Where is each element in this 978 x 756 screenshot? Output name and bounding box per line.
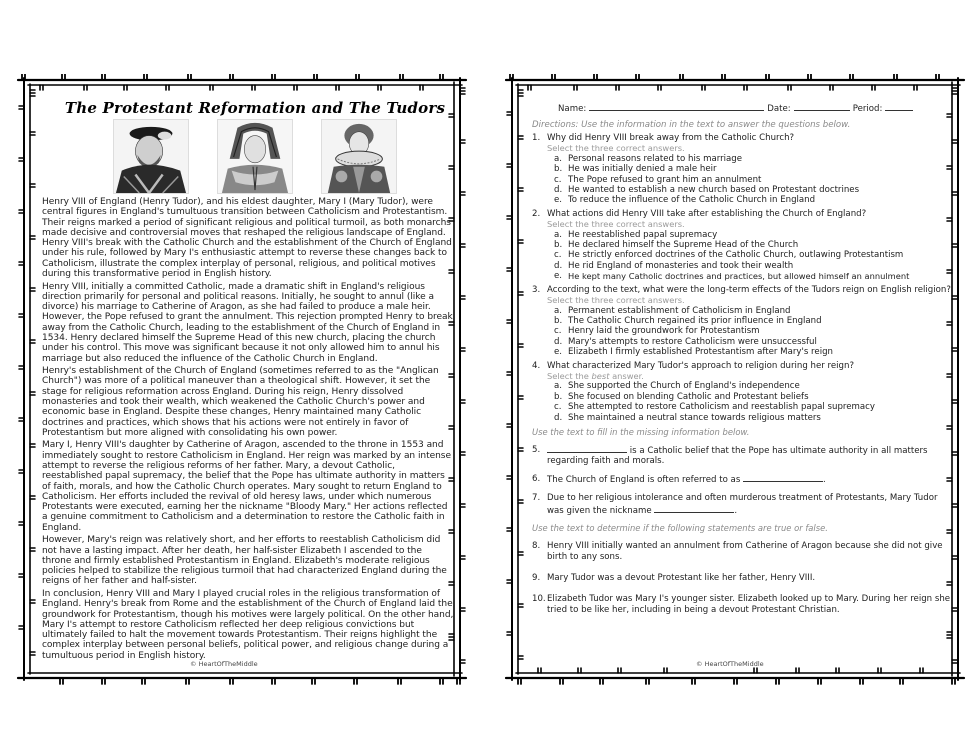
answer-option[interactable] <box>554 250 952 260</box>
question-number: 1. <box>532 133 541 143</box>
question-text: is a Catholic belief that the Pope has ultimate authority in all matters regarding faith and morals. <box>547 445 928 467</box>
question-number: 2. <box>532 208 541 219</box>
option-text: Personal reasons related to his marriage <box>568 153 743 164</box>
directions-text: Directions: Use the information in the text to answer the questions below. <box>532 120 851 130</box>
passage-paragraph: In conclusion, Henry VIII and Mary I played crucial roles in the religious transformation of England. Henry's break from Rome and the establishment of the Church of England laid the groundwork for Protestantism, though his motives were largely political. On the other hand, Mary I's attempt to restore Catholicism reflected her deep religious convictions but ultimately failed to halt the movement towards Protestantism. Their reigns highlight the complex interplay between personal beliefs, political power, and religious change during a tumultuous period in English history. <box>42 588 454 661</box>
passage-paragraph: However, Mary's reign was relatively short, and her efforts to reestablish Catholicism did not have a lasting impact. After her death, her half-sister Elizabeth I ascended to the throne and firmly established Protestantism in England. Elizabeth's moderate religious policies helped to stabilize the religious turmoil that had characterized England during the reigns of her father and half-sister. <box>42 535 447 587</box>
option-text: Permanent establishment of Catholicism in England <box>568 305 791 316</box>
passage-paragraph: Henry VIII, initially a committed Catholic, made a dramatic shift in England's religious direction primarily for personal and political reasons. Initially, he sought to annul (like a divorce) his marriage to Catherine of Aragon, as she had failed to produce a male heir. However, the Pope refused to grant the annulment. This rejection prompted Henry to break away from the Catholic Church, leading to the establishment of the Church of England in 1534. Henry declared himself the Supreme Head of this new church, placing the church under his control. This move was significant because it not only allowed him to annul his marriage but also reduced the influence of the Catholic Church in England. <box>42 281 453 364</box>
option-letter: d. <box>554 412 563 423</box>
question-6 <box>532 474 952 485</box>
answer-options <box>554 306 952 358</box>
question-4 <box>532 361 952 423</box>
option-text: The Pope refused to grant him an annulment <box>568 174 762 185</box>
question-text: Mary Tudor was a devout Protestant like her father, Henry VIII. <box>547 573 816 583</box>
hint-suffix: answer. <box>609 370 644 381</box>
portrait-image-icon <box>114 120 188 193</box>
option-letter: c. <box>554 402 562 413</box>
answer-option[interactable] <box>554 413 952 423</box>
answer-options <box>554 230 952 282</box>
answer-option[interactable] <box>554 154 952 164</box>
option-letter: e. <box>554 347 563 358</box>
question-text: Henry VIII initially wanted an annulment from Catherine of Aragon because she did not give birth to any sons. <box>547 541 943 562</box>
option-letter: c. <box>554 250 562 261</box>
answer-option[interactable] <box>554 337 952 347</box>
question-text: The Church of England is often referred to as <box>547 474 744 485</box>
passage-content <box>42 98 454 663</box>
answer-option[interactable] <box>554 326 952 336</box>
answer-option[interactable] <box>554 381 952 391</box>
option-text: He rid England of monasteries and took their wealth <box>568 260 794 271</box>
answer-option[interactable] <box>554 240 952 250</box>
question-hint: Select the three correct answers. <box>547 143 685 154</box>
question-number: 4. <box>532 360 541 371</box>
option-text: Mary's attempts to restore Catholicism were unsuccessful <box>568 336 817 347</box>
catherine-portrait <box>217 119 293 194</box>
question-hint <box>547 371 952 381</box>
option-letter: e. <box>554 271 563 282</box>
question-3 <box>532 285 952 358</box>
option-letter: b. <box>554 315 563 326</box>
question-text: Why did Henry VIII break away from the Catholic Church? <box>547 133 795 143</box>
question-number: 5. <box>532 444 541 455</box>
portrait-image-icon <box>218 120 292 193</box>
option-text: She supported the Church of England's independence <box>568 381 800 392</box>
passage-paragraph: Henry's establishment of the Church of England (sometimes referred to as the "Anglican Church") was more of a political maneuver than a theological shift. However, it set the stage for religious reformation across England. During his reign, Henry dissolved monasteries and took their wealth, which weakened the Catholic Church's power and economic base in England. Despite these changes, Henry maintained many Catholic doctrines and practices, which shows that his actions were not entirely in favor of Protestantism but more aligned with consolidating his own power. <box>42 366 439 438</box>
question-number: 9. <box>532 573 541 583</box>
hint-emphasis: best <box>591 370 610 381</box>
answer-options <box>554 381 952 423</box>
question-hint: Select the three correct answers. <box>547 295 685 306</box>
option-text: He was initially denied a male heir <box>568 164 717 175</box>
option-text: Henry laid the groundwork for Protestantism <box>568 326 760 337</box>
option-letter: b. <box>554 391 563 402</box>
question-8 <box>532 541 952 562</box>
question-10 <box>532 594 952 615</box>
true-false-directions: Use the text to determine if the following statements are true or false. <box>532 523 828 534</box>
question-number: 10. <box>532 594 546 605</box>
answer-option[interactable] <box>554 261 952 271</box>
option-letter: a. <box>554 153 562 164</box>
option-text: He kept many Catholic doctrines and practices, but allowed himself an annulment <box>568 271 910 282</box>
question-number: 7. <box>532 493 541 504</box>
fill-in-directions: Use the text to fill in the missing information below. <box>532 426 750 437</box>
option-text: The Catholic Church regained its prior influence in England <box>568 315 822 326</box>
answer-option[interactable] <box>554 306 952 316</box>
answer-option[interactable] <box>554 195 952 205</box>
answer-option[interactable] <box>554 392 952 402</box>
portrait-image-icon <box>322 120 396 193</box>
question-5 <box>532 445 952 467</box>
answer-blank[interactable] <box>654 505 734 513</box>
answer-blank[interactable] <box>547 445 627 453</box>
option-letter: a. <box>554 381 562 392</box>
passage-paragraph: Henry VIII of England (Henry Tudor), and his eldest daughter, Mary I (Mary Tudor), were central figures in England's tumultuous transition between Catholicism and Protestantism. Their reigns marked a period of significant religious and political turmoil, as both monarchs made decisive and controversial moves that reshaped the religious landscape of England. Henry VIII's break with the Catholic Church and the establishment of the Church of England under his rule, followed by Mary I's enthusiastic attempt to reverse these changes back to Catholicism, illustrate the complex interplay of personal, religious, and political motives during this transformative period in English history. <box>42 197 452 280</box>
name-field[interactable] <box>589 102 764 111</box>
passage-body <box>42 197 454 661</box>
passage-paragraph: Mary I, Henry VIII's daughter by Catherine of Aragon, ascended to the throne in 1553 and immediately sought to restore Catholicism in England. Her reign was marked by an intense attempt to reverse the religious reforms of her father. Mary, a devout Catholic, reestablished papal supremacy, the belief that the Pope has ultimate authority in matters of faith, morals, and how the Catholic Church operates. Mary sought to return England to Catholicism. Her efforts included the revival of old heresy laws, under which numerous Protestants were executed, earning her the nickname "Bloody Mary." Her actions reflected a genuine commitment to Catholicism and a determination to restore the Catholic faith in England. <box>42 440 451 533</box>
option-text: He strictly enforced doctrines of the Catholic Church, outlawing Protestantism <box>568 250 904 261</box>
question-number: 3. <box>532 284 541 295</box>
answer-option[interactable] <box>554 347 952 357</box>
answer-blank[interactable] <box>743 474 823 482</box>
option-text: To reduce the influence of the Catholic Church in England <box>568 195 816 206</box>
answer-option[interactable] <box>554 230 952 240</box>
worksheet-page <box>504 74 966 688</box>
question-text: What actions did Henry VIII take after establishing the Church of England? <box>547 208 867 219</box>
period-field[interactable] <box>885 102 913 111</box>
question-hint: Select the three correct answers. <box>547 219 685 230</box>
option-letter: c. <box>554 174 562 185</box>
answer-option[interactable] <box>554 402 952 412</box>
answer-option[interactable] <box>554 164 952 174</box>
reading-passage-page <box>16 74 468 688</box>
question-number: 8. <box>532 541 541 552</box>
question-text: Due to her religious intolerance and often murderous treatment of Protestants, Mary Tudor was given the nickname <box>547 493 938 517</box>
answer-options <box>554 154 952 206</box>
question-number: 6. <box>532 473 541 484</box>
question-text: What characterized Mary Tudor's approach to religion during her reign? <box>547 360 855 371</box>
elizabeth-portrait <box>321 119 397 194</box>
option-text: He declared himself the Supreme Head of the Church <box>568 240 799 251</box>
question-7 <box>532 492 952 518</box>
option-letter: d. <box>554 185 563 196</box>
worksheet-content <box>532 102 952 615</box>
portrait-row <box>56 119 454 194</box>
page-title: The Protestant Reformation and The Tudors <box>64 99 446 117</box>
option-letter: b. <box>554 164 563 175</box>
option-letter: e. <box>554 195 563 206</box>
copyright-notice: © HeartOfTheMiddle <box>190 660 258 668</box>
hint-prefix: Select the <box>547 370 592 381</box>
answer-option[interactable] <box>554 175 952 185</box>
option-letter: d. <box>554 260 563 271</box>
date-field[interactable] <box>794 102 850 111</box>
question-9 <box>532 573 952 583</box>
period-label: Period: <box>852 104 883 114</box>
question-text-end: . <box>823 474 826 485</box>
question-text: Elizabeth Tudor was Mary I's younger sister. Elizabeth looked up to Mary. During her reign she tried to be like her, including in being a devout Protestant Christian. <box>547 594 951 615</box>
answer-option[interactable] <box>554 185 952 195</box>
copyright-notice: © HeartOfTheMiddle <box>696 660 764 668</box>
question-text-end: . <box>734 506 738 517</box>
student-info-header <box>558 102 952 114</box>
option-text: Elizabeth I firmly established Protestantism after Mary's reign <box>568 347 833 358</box>
option-text: She focused on blending Catholic and Protestant beliefs <box>568 391 809 402</box>
answer-option[interactable] <box>554 316 952 326</box>
option-text: She maintained a neutral stance towards religious matters <box>568 412 821 423</box>
henry-viii-portrait <box>113 119 189 194</box>
name-label: Name: <box>558 104 587 114</box>
question-2 <box>532 209 952 282</box>
question-text: According to the text, what were the long-term effects of the Tudors reign on English religion? <box>547 284 951 295</box>
option-text: He wanted to establish a new church based on Protestant doctrines <box>568 185 860 196</box>
option-text: He reestablished papal supremacy <box>568 229 718 240</box>
option-text: She attempted to restore Catholicism and reestablish papal supremacy <box>568 402 875 413</box>
answer-option[interactable] <box>554 271 952 281</box>
option-letter: a. <box>554 305 562 316</box>
option-letter: b. <box>554 240 563 251</box>
question-1 <box>532 133 952 206</box>
date-label: Date: <box>767 104 791 114</box>
option-letter: c. <box>554 326 562 337</box>
option-letter: d. <box>554 336 563 347</box>
option-letter: a. <box>554 229 562 240</box>
